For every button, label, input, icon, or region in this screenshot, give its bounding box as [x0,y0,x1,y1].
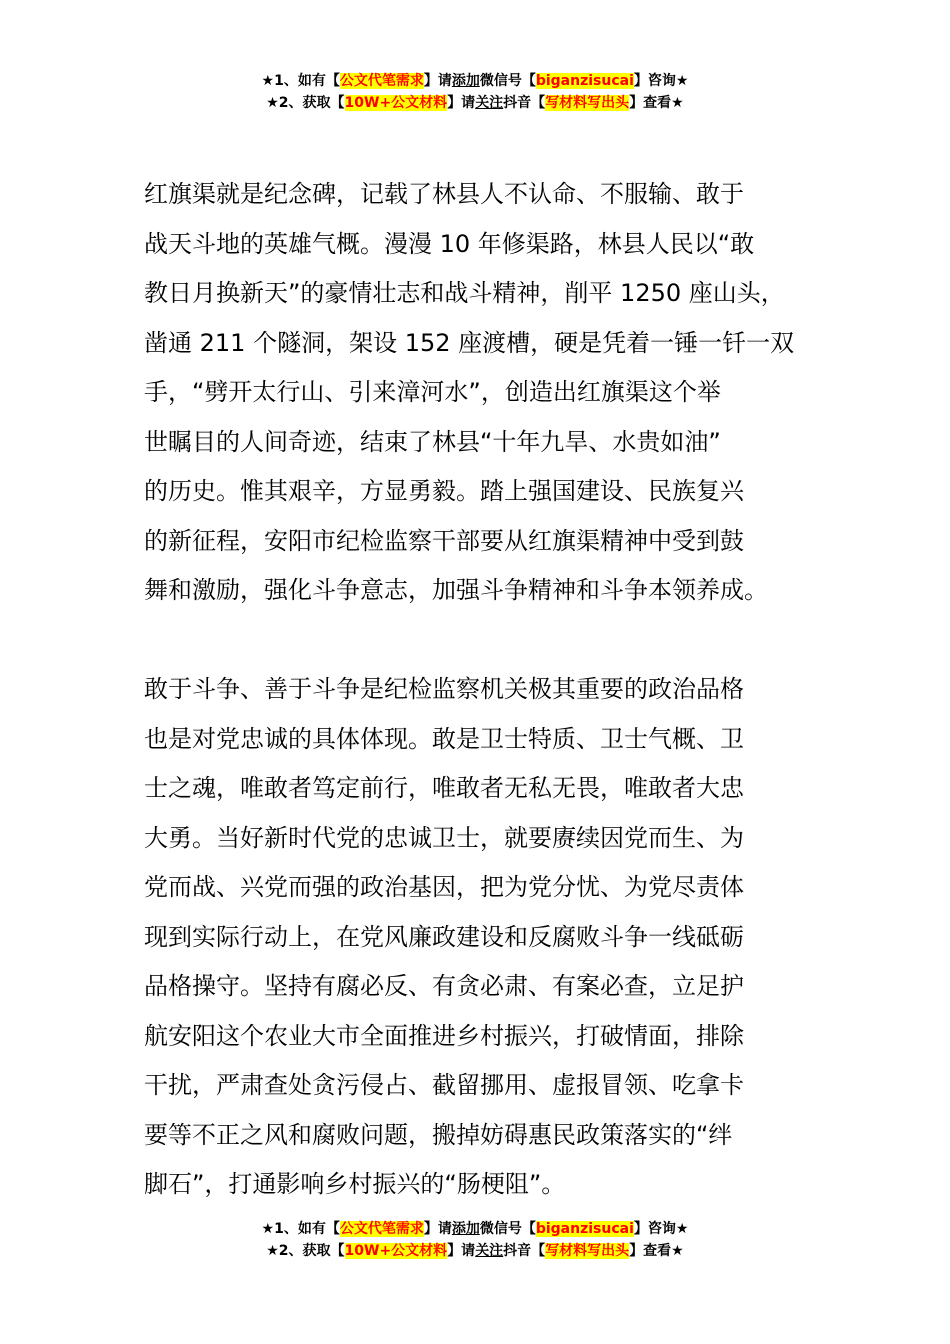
banner-line-2 [0,92,950,114]
banner-text: 抖音【 [503,95,546,111]
header-banner [0,70,950,114]
banner-text: 】请 [447,1243,476,1259]
paragraph-line: 品格操守。坚持有腐必反、有贪必肃、有案必查，立足护 [144,972,744,1000]
paragraph-1 [144,170,824,616]
paragraph-line: 要等不正之风和腐败问题，搬掉妨碍惠民政策落实的“绊 [144,1120,733,1149]
paragraph-line: 红旗渠就是纪念碑，记载了林县人不认命、不服输、敢于 [144,180,744,208]
paragraph-line: 战天斗地的英雄气概。漫漫 10 年修渠路，林县人民以“敢 [144,229,755,258]
footer-banner [0,1218,950,1262]
paragraph-line: 凿通 211 个隧洞，架设 152 座渡槽，硬是凭着一锤一钎一双 [144,328,795,357]
paragraph-line: 世瞩目的人间奇迹，结束了林县“十年九旱、水贵如油” [144,427,721,456]
banner-text: 抖音【 [503,1243,546,1259]
paragraph-line: 党而战、兴党而强的政治基因，把为党分忧、为党尽责体 [144,873,744,901]
banner-underlined-text: 关注 [475,95,504,111]
paragraph-line: 士之魂，唯敢者笃定前行，唯敢者无私无畏，唯敢者大忠 [144,774,744,802]
banner-highlight-materials: 10W+公文材料 [344,1243,448,1259]
paragraph-line: 脚石”，打通影响乡村振兴的“肠梗阻”。 [144,1170,566,1198]
paragraph-line: 现到实际行动上，在党风廉政建设和反腐败斗争一线砥砺 [144,922,744,951]
banner-text: 】请 [423,73,452,89]
banner-line-1 [0,1218,950,1240]
banner-line-2 [0,1240,950,1262]
document-body [144,170,824,1210]
paragraph-line: 敢于斗争、善于斗争是纪检监察机关极其重要的政治品格 [144,675,744,703]
banner-highlight-service: 公文代笔需求 [339,1221,424,1237]
banner-highlight-douyin-account: 写材料写出头 [545,95,630,111]
banner-highlight-wechat-id: biganzisucai [535,1221,634,1237]
banner-text: 】查看★ [629,95,684,111]
banner-text: 】请 [423,1221,452,1237]
paragraph-line: 航安阳这个农业大市全面推进乡村振兴，打破情面，排除 [144,1021,744,1050]
paragraph-line: 也是对党忠诚的具体体现。敢是卫士特质、卫士气概、卫 [144,724,744,753]
banner-line-1 [0,70,950,92]
banner-text: ★2、获取【 [266,1243,345,1259]
banner-highlight-douyin-account: 写材料写出头 [545,1243,630,1259]
banner-highlight-service: 公文代笔需求 [339,73,424,89]
banner-underlined-text: 添加 [451,1221,480,1237]
banner-text: 微信号【 [479,1221,536,1237]
banner-text: ★2、获取【 [266,95,345,111]
paragraph-line: 舞和激励，强化斗争意志，加强斗争精神和斗争本领养成。 [144,576,768,604]
paragraph-line: 的历史。惟其艰辛，方显勇毅。踏上强国建设、民族复兴 [144,477,744,505]
banner-highlight-materials: 10W+公文材料 [344,95,448,111]
paragraph-line: 教日月换新天”的豪情壮志和战斗精神，削平 1250 座山头， [144,279,785,307]
banner-text: ★1、如有【 [261,1221,340,1237]
paragraph-line: 手，“劈开太行山、引来漳河水”，创造出红旗渠这个举 [144,378,721,406]
paragraph-line: 的新征程，安阳市纪检监察干部要从红旗渠精神中受到鼓 [144,526,744,555]
banner-underlined-text: 添加 [451,73,480,89]
banner-text: 】请 [447,95,476,111]
paragraph-2 [144,665,824,1210]
banner-text: 】咨询★ [633,73,689,89]
banner-text: 】咨询★ [633,1221,689,1237]
banner-text: ★1、如有【 [261,73,340,89]
banner-highlight-wechat-id: biganzisucai [535,73,634,89]
banner-text: 】查看★ [629,1243,684,1259]
banner-underlined-text: 关注 [475,1243,504,1259]
paragraph-line: 干扰，严肃查处贪污侵占、截留挪用、虚报冒领、吃拿卡 [144,1071,744,1099]
paragraph-line: 大勇。当好新时代党的忠诚卫士，就要赓续因党而生、为 [144,823,744,852]
banner-text: 微信号【 [479,73,536,89]
